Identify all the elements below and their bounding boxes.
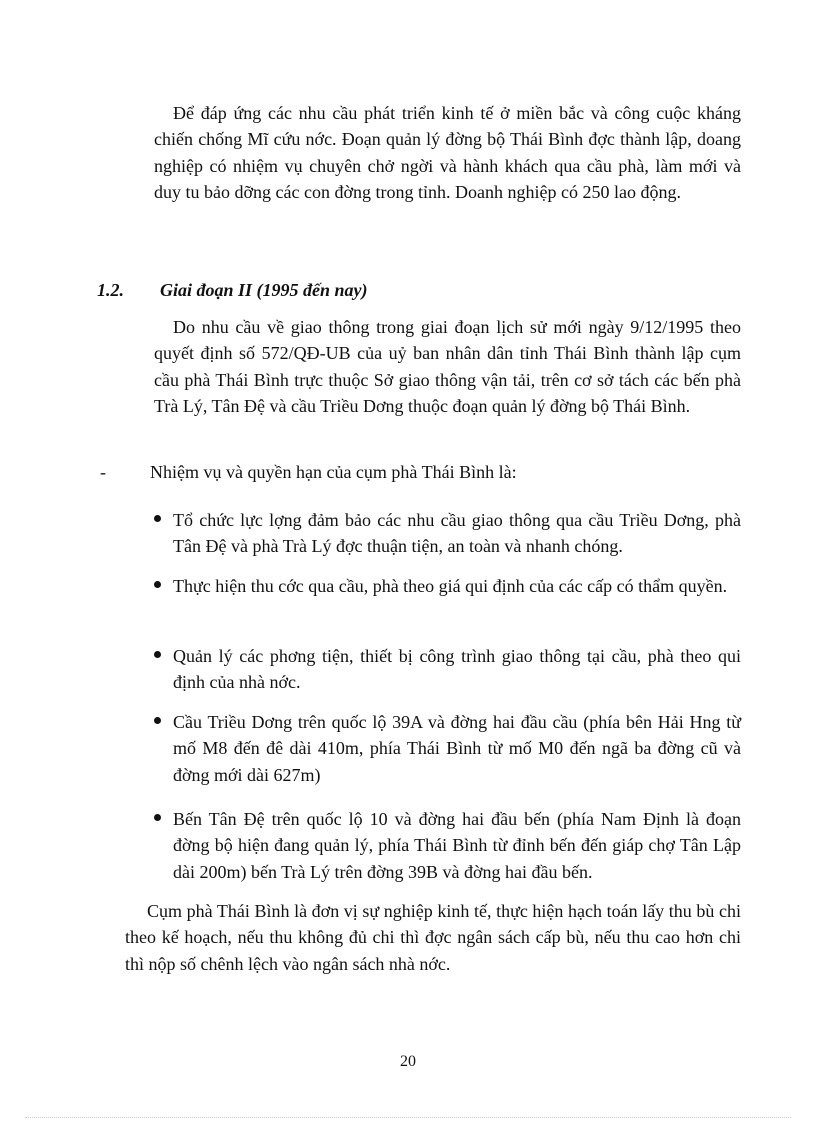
history-paragraph: Do nhu cầu về giao thông trong giai đoạn lịch sử mới ngày 9/12/1995 theo quyết định số 572/QĐ-UB của uỷ ban nhân dân tỉnh Thái Bình thành lập cụm cầu phà Thái Bình trực thuộc Sở giao thông vận tải, trên cơ sở tách các bến phà Trà Lý, Tân Đệ và cầu Triều Dơng thuộc đoạn quản lý đờng bộ Thái Bình. [154, 317, 741, 416]
bullet-text: Tổ chức lực lợng đảm bảo các nhu cầu giao thông qua cầu Triều Dơng, phà Tân Đệ và phà Trà Lý đợc thuận tiện, an toàn và nhanh chóng. [173, 510, 741, 557]
bullet-icon [154, 717, 161, 724]
bullet-item [154, 643, 741, 696]
bullet-text: Bến Tân Đệ trên quốc lộ 10 và đờng hai đầu bến (phía Nam Định là đoạn đờng bộ hiện đang quản lý, phía Thái Bình từ đỉnh bến đến giáp chợ Tân Lập dài 200m) bến Trà Lý trên đờng 39B và đờng hai đầu bến. [173, 809, 741, 882]
page-number: 20 [400, 1053, 416, 1070]
bullet-item [154, 507, 741, 560]
dash-marker: - [100, 462, 106, 482]
bullet-icon [154, 651, 161, 658]
bullet-text: Cầu Triều Dơng trên quốc lộ 39A và đờng hai đầu cầu (phía bên Hải Hng từ mố M8 đến đê dài 410m, phía Thái Bình từ mố M0 đến ngã ba đờng cũ và đờng mới dài 627m) [173, 712, 741, 785]
bullet-icon [154, 814, 161, 821]
bullet-text: Thực hiện thu cớc qua cầu, phà theo giá qui định của các cấp có thẩm quyền. [173, 576, 728, 596]
bullet-icon [154, 581, 161, 588]
duties-intro: Nhiệm vụ và quyền hạn của cụm phà Thái Bình là: [150, 462, 517, 482]
bullet-icon [154, 515, 161, 522]
section-title: Giai đoạn II (1995 đến nay) [160, 280, 368, 300]
closing-paragraph: Cụm phà Thái Bình là đơn vị sự nghiệp kinh tế, thực hiện hạch toán lấy thu bù chi theo kế hoạch, nếu thu không đủ chi thì đợc ngân sách cấp bù, nếu thu cao hơn chi thì nộp số chênh lệch vào ngân sách nhà nớc. [125, 901, 741, 974]
bullet-item [154, 806, 741, 885]
footer-divider [25, 1117, 791, 1118]
section-number: 1.2. [97, 280, 124, 300]
intro-paragraph: Để đáp ứng các nhu cầu phát triển kinh tế ở miền bắc và công cuộc kháng chiến chống Mĩ cứu nớc. Đoạn quản lý đờng bộ Thái Bình đợc thành lập, doang nghiệp có nhiệm vụ chuyên chở ngời và hành khách qua cầu phà, làm mới và duy tu bảo dỡng các con đờng trong tỉnh. Doanh nghiệp có 250 lao động. [154, 103, 741, 202]
bullet-text: Quản lý các phơng tiện, thiết bị công trình giao thông tại cầu, phà theo qui định của nhà nớc. [173, 646, 741, 693]
bullet-item [154, 709, 741, 788]
bullet-item [154, 573, 741, 599]
